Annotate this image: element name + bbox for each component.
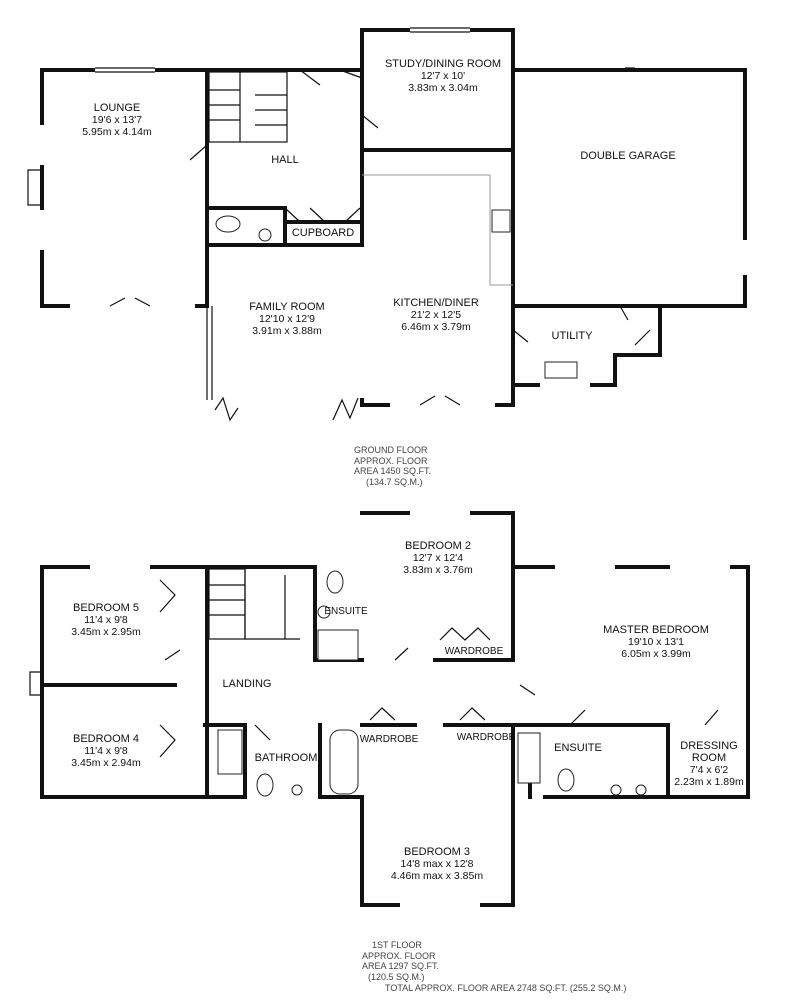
hall-label (271, 154, 299, 166)
landing-label (223, 678, 272, 690)
family-room-name: FAMILY ROOM (249, 301, 325, 313)
first-note-line: APPROX. FLOOR (362, 950, 436, 961)
study-imperial: 12'7 x 10' (420, 70, 466, 82)
wardrobe-b3b-name: WARDROBE (456, 732, 516, 743)
master-bedroom-label (603, 624, 709, 660)
bedroom5-name: BEDROOM 5 (72, 602, 140, 614)
ground-note-line: AREA 1450 SQ.FT. (354, 466, 432, 476)
bedroom4-imperial: 11'4 x 9'8 (84, 745, 128, 757)
wardrobe-b2-label (445, 646, 504, 658)
ensuite-master-label (554, 742, 602, 754)
bedroom2-label (403, 540, 472, 576)
ensuite-small-name: ENSUITE (324, 606, 368, 617)
ground-floor-area-note (354, 445, 431, 487)
kitchen-label (393, 297, 479, 333)
dressing-room-name2: ROOM (691, 752, 727, 764)
family-room-imperial: 12'10 x 12'9 (259, 313, 315, 325)
first-note-line: AREA 1297 SQ.FT. (362, 961, 440, 971)
bedroom2-name: BEDROOM 2 (404, 540, 472, 552)
bedroom4-label (71, 733, 140, 769)
first-floor-walls (30, 513, 748, 905)
first-floor-area-note (362, 940, 439, 982)
wardrobe-b3a-name: WARDROBE (359, 734, 419, 745)
dressing-room-name: DRESSING (680, 740, 738, 752)
master-bedroom-imperial: 19'10 x 13'1 (628, 636, 684, 648)
bedroom4-name: BEDROOM 4 (72, 733, 140, 745)
ensuite-master-name: ENSUITE (554, 742, 602, 754)
total-area-note (385, 983, 626, 994)
family-room-metric: 3.91m x 3.88m (252, 325, 322, 337)
bedroom2-imperial: 12'7 x 12'4 (412, 552, 464, 564)
bedroom3-imperial: 14'8 max x 12'8 (400, 858, 474, 870)
cupboard-label (292, 227, 354, 239)
cupboard-name: CUPBOARD (291, 227, 355, 239)
lounge-imperial: 19'6 x 13'7 (91, 114, 143, 126)
bathroom-label (255, 752, 318, 764)
bedroom5-imperial: 11'4 x 9'8 (84, 614, 128, 626)
wardrobe-b2-name: WARDROBE (444, 646, 504, 657)
ensuite-small-label (324, 606, 367, 618)
ground-note-line: GROUND FLOOR (354, 445, 428, 455)
bedroom5-metric: 3.45m x 2.95m (71, 626, 141, 638)
utility-name: UTILITY (551, 330, 593, 342)
dressing-room-imperial: 7'4 x 6'2 (689, 764, 729, 776)
ground-note-line: APPROX. FLOOR (354, 455, 428, 466)
lounge-name: LOUNGE (93, 102, 141, 114)
master-bedroom-metric: 6.05m x 3.99m (621, 648, 691, 660)
bedroom5-label (71, 602, 140, 638)
ground-note-line: (134.7 SQ.M.) (366, 476, 423, 487)
kitchen-name: KITCHEN/DINER (393, 297, 479, 309)
dressing-room-label (674, 740, 743, 788)
garage-label (580, 150, 675, 162)
study-name: STUDY/DINING ROOM (384, 58, 502, 70)
bedroom3-metric: 4.46m max x 3.85m (390, 870, 484, 882)
wardrobe-b3a-label (360, 734, 419, 746)
bedroom2-metric: 3.83m x 3.76m (403, 564, 473, 576)
family-room-label (249, 301, 324, 337)
wardrobe-b3b-label (457, 732, 516, 744)
first-note-line: (120.5 SQ.M.) (368, 971, 425, 982)
garage-name: DOUBLE GARAGE (580, 150, 676, 162)
study-metric: 3.83m x 3.04m (408, 82, 478, 94)
bathroom-name: BATHROOM (254, 752, 318, 764)
utility-label (552, 330, 593, 342)
master-bedroom-name: MASTER BEDROOM (603, 624, 709, 636)
bedroom4-metric: 3.45m x 2.94m (71, 757, 141, 769)
kitchen-imperial: 21'2 x 12'5 (410, 309, 462, 321)
dressing-room-metric: 2.23m x 1.89m (674, 776, 744, 788)
first-note-line: 1ST FLOOR (372, 940, 422, 950)
total-area-text: TOTAL APPROX. FLOOR AREA 2748 SQ.FT. (255.2 SQ.M.) (385, 983, 627, 993)
landing-name: LANDING (222, 678, 272, 690)
study-label (385, 58, 501, 94)
bedroom3-name: BEDROOM 3 (403, 846, 471, 858)
kitchen-metric: 6.46m x 3.79m (401, 321, 471, 333)
lounge-label (82, 102, 151, 138)
hall-name: HALL (271, 154, 299, 166)
bedroom3-label (391, 846, 483, 882)
lounge-metric: 5.95m x 4.14m (82, 126, 152, 138)
